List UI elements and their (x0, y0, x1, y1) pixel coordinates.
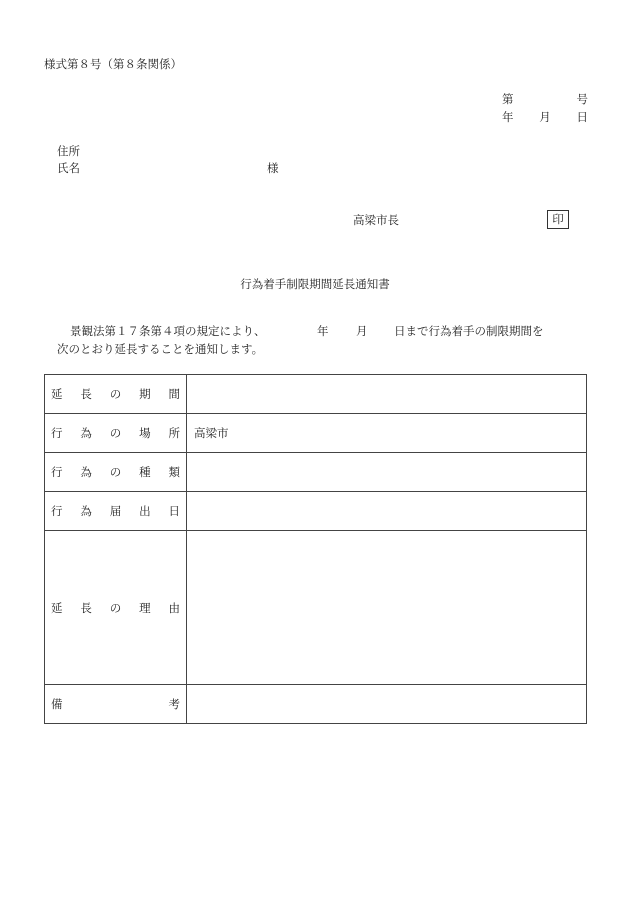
table-row (45, 414, 587, 453)
row-label-char: 為 (80, 465, 92, 479)
row-label (45, 375, 187, 414)
date-year-label: 年 (502, 110, 514, 124)
issue-date (502, 110, 588, 124)
body-line1-start: 景観法第１７条第４項の規定により、 (70, 324, 266, 338)
table-row (45, 453, 587, 492)
notification-table (44, 374, 587, 724)
row-label-char: 行 (51, 504, 63, 518)
row-label-char: の (109, 600, 122, 615)
row-label-char: 出 (139, 504, 151, 518)
row-label (45, 492, 187, 531)
row-label (45, 685, 187, 724)
body-text-line-1 (70, 324, 560, 338)
table-row (45, 492, 587, 531)
row-label-char: 行 (51, 465, 63, 479)
row-label-char: 届 (109, 504, 122, 518)
doc-no-suffix: 号 (576, 92, 588, 106)
row-value[interactable] (187, 685, 587, 724)
row-value[interactable] (187, 375, 587, 414)
seal-stamp: 印 (547, 210, 569, 229)
body-text-line-2: 次のとおり延長することを通知します。 (57, 342, 264, 356)
row-label-char: の (109, 387, 122, 401)
row-label (45, 453, 187, 492)
row-label-char: 延 (51, 600, 63, 615)
row-label-char: 間 (168, 387, 180, 401)
row-label-char: 日 (168, 504, 180, 518)
row-value[interactable] (187, 531, 587, 685)
date-month-label: 月 (539, 110, 551, 124)
table-row (45, 685, 587, 724)
row-label-char: 類 (168, 465, 180, 479)
document-title: 行為着手制限期間延長通知書 (240, 277, 390, 291)
row-label-char: 考 (168, 697, 180, 711)
table-row (45, 375, 587, 414)
row-label-char: 長 (80, 387, 92, 401)
row-value[interactable] (187, 492, 587, 531)
row-value[interactable] (187, 453, 587, 492)
row-label-char: 為 (80, 426, 92, 440)
row-label-char: の (109, 465, 122, 479)
row-label-char: 備 (51, 697, 63, 711)
body-line1-end: 日まで行為着手の制限期間を (394, 324, 544, 338)
table-row (45, 531, 587, 685)
document-number (502, 92, 588, 106)
body-month: 月 (356, 324, 368, 338)
form-number: 様式第８号（第８条関係） (44, 57, 182, 71)
sender-title: 高梁市長 (353, 213, 399, 227)
row-label-char: 由 (168, 600, 180, 615)
row-label-char: 為 (80, 504, 92, 518)
row-label (45, 414, 187, 453)
row-label-char: 理 (139, 600, 151, 615)
row-label (45, 531, 187, 685)
row-label-char: 種 (139, 465, 151, 479)
row-label-char: 期 (139, 387, 151, 401)
row-label-char: 行 (51, 426, 63, 440)
row-label-char: 長 (80, 600, 92, 615)
date-day-label: 日 (576, 110, 588, 124)
row-label-char: 延 (51, 387, 63, 401)
address-label: 住所 (57, 144, 80, 158)
row-value[interactable]: 高梁市 (187, 414, 587, 453)
name-label: 氏名 (57, 161, 80, 175)
row-label-char: 所 (168, 426, 180, 440)
row-label-char: 場 (139, 426, 151, 440)
row-label-char: の (109, 426, 122, 440)
honorific: 様 (267, 161, 279, 175)
body-year: 年 (317, 324, 329, 338)
doc-no-prefix: 第 (502, 92, 514, 106)
